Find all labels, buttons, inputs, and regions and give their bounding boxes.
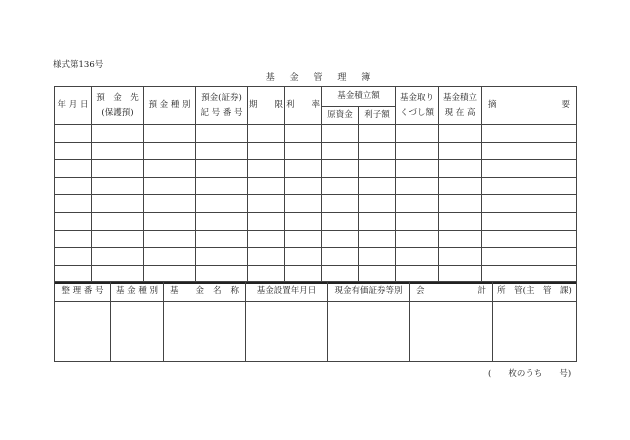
header-withdrawal-line2: くづし額 xyxy=(400,107,435,118)
ledger-cell[interactable] xyxy=(439,125,482,143)
ledger-cell[interactable] xyxy=(248,142,285,160)
header-date: 年 月 日 xyxy=(55,87,92,125)
ledger-cell[interactable] xyxy=(285,230,322,248)
ledger-cell[interactable] xyxy=(359,125,396,143)
header-interest: 利子額 xyxy=(359,107,396,125)
ledger-cell[interactable] xyxy=(359,212,396,230)
management-number-cell[interactable] xyxy=(55,302,111,362)
summary-input-row xyxy=(55,302,577,362)
header-fund-type: 基 金 種 別 xyxy=(111,282,164,302)
securities-type-cell[interactable] xyxy=(328,302,410,362)
ledger-cell[interactable] xyxy=(55,160,92,178)
ledger-row xyxy=(55,212,577,230)
ledger-cell[interactable] xyxy=(322,230,359,248)
header-depositee-line2: (保護預) xyxy=(101,107,134,118)
header-fund-name-mid: 名 xyxy=(212,286,222,297)
ledger-cell[interactable] xyxy=(92,195,144,213)
ledger-cell[interactable] xyxy=(322,195,359,213)
ledger-cell[interactable] xyxy=(359,142,396,160)
ledger-cell[interactable] xyxy=(482,160,577,178)
header-remarks-left: 摘 xyxy=(488,100,497,111)
ledger-cell[interactable] xyxy=(92,177,144,195)
ledger-cell[interactable] xyxy=(248,212,285,230)
ledger-row xyxy=(55,230,577,248)
ledger-row xyxy=(55,248,577,266)
ledger-cell[interactable] xyxy=(248,195,285,213)
ledger-cell[interactable] xyxy=(196,230,248,248)
ledger-cell[interactable] xyxy=(92,230,144,248)
ledger-cell[interactable] xyxy=(196,142,248,160)
established-date-cell[interactable] xyxy=(246,302,328,362)
ledger-cell[interactable] xyxy=(248,230,285,248)
ledger-cell[interactable] xyxy=(285,248,322,266)
header-balance xyxy=(439,87,482,125)
ledger-cell[interactable] xyxy=(144,230,196,248)
ledger-body xyxy=(55,125,577,283)
ledger-cell[interactable] xyxy=(144,125,196,143)
ledger-cell[interactable] xyxy=(322,125,359,143)
ledger-cell[interactable] xyxy=(482,248,577,266)
header-withdrawal-line1: 基金取り xyxy=(400,93,435,104)
ledger-cell[interactable] xyxy=(396,212,439,230)
ledger-cell[interactable] xyxy=(396,195,439,213)
header-securities-type: 現金有価証券等別 xyxy=(328,282,410,302)
ledger-cell[interactable] xyxy=(144,212,196,230)
header-deposit-number-line2: 記 号 番 号 xyxy=(200,107,243,118)
jurisdiction-cell[interactable] xyxy=(493,302,577,362)
ledger-cell[interactable] xyxy=(396,160,439,178)
ledger-cell[interactable] xyxy=(285,125,322,143)
header-deposit-number xyxy=(196,87,248,125)
ledger-row xyxy=(55,195,577,213)
ledger-cell[interactable] xyxy=(482,230,577,248)
header-deposit-number-line1: 預金(証券) xyxy=(201,93,242,104)
ledger-cell[interactable] xyxy=(196,212,248,230)
ledger-cell[interactable] xyxy=(55,177,92,195)
ledger-cell[interactable] xyxy=(439,160,482,178)
ledger-cell[interactable] xyxy=(396,177,439,195)
ledger-cell[interactable] xyxy=(196,160,248,178)
header-withdrawal xyxy=(396,87,439,125)
ledger-cell[interactable] xyxy=(196,195,248,213)
ledger-cell[interactable] xyxy=(439,177,482,195)
ledger-row xyxy=(55,125,577,143)
header-total-right: 計 xyxy=(477,286,486,297)
header-principal: 原資金 xyxy=(322,107,359,125)
form-title: 基 金 管 理 簿 xyxy=(265,73,377,83)
header-fund-name-right: 称 xyxy=(230,286,239,297)
header-rate: 利 率 xyxy=(285,87,322,125)
ledger-cell[interactable] xyxy=(396,230,439,248)
ledger-cell[interactable] xyxy=(285,212,322,230)
ledger-cell[interactable] xyxy=(144,195,196,213)
ledger-cell[interactable] xyxy=(92,125,144,143)
fund-type-cell[interactable] xyxy=(111,302,164,362)
ledger-cell[interactable] xyxy=(482,125,577,143)
ledger-cell[interactable] xyxy=(396,142,439,160)
ledger-cell[interactable] xyxy=(285,177,322,195)
ledger-cell[interactable] xyxy=(439,230,482,248)
header-depositee xyxy=(92,87,144,125)
header-fund-name-left: 基 金 xyxy=(170,286,205,297)
ledger-cell[interactable] xyxy=(322,248,359,266)
ledger-cell[interactable] xyxy=(248,125,285,143)
ledger-cell[interactable] xyxy=(248,248,285,266)
ledger-cell[interactable] xyxy=(359,160,396,178)
ledger-cell[interactable] xyxy=(439,248,482,266)
header-accumulation: 基金積立額 xyxy=(322,87,396,107)
ledger-cell[interactable] xyxy=(322,160,359,178)
header-remarks-right: 要 xyxy=(561,100,571,111)
ledger-cell[interactable] xyxy=(196,125,248,143)
ledger-cell[interactable] xyxy=(359,248,396,266)
header-total-left: 会 xyxy=(416,286,425,297)
fund-ledger-table xyxy=(54,86,577,284)
fund-summary-table xyxy=(54,281,577,362)
header-remarks xyxy=(482,87,577,125)
header-balance-line2: 現 在 高 xyxy=(444,107,476,118)
ledger-cell[interactable] xyxy=(285,142,322,160)
ledger-cell[interactable] xyxy=(482,177,577,195)
ledger-cell[interactable] xyxy=(482,142,577,160)
ledger-cell[interactable] xyxy=(92,142,144,160)
ledger-cell[interactable] xyxy=(55,248,92,266)
header-depositee-line1: 預 金 先 xyxy=(96,93,139,104)
ledger-cell[interactable] xyxy=(322,212,359,230)
header-management-number: 整 理 番 号 xyxy=(55,282,111,302)
ledger-cell[interactable] xyxy=(359,177,396,195)
ledger-row xyxy=(55,177,577,195)
ledger-cell[interactable] xyxy=(55,142,92,160)
form-number: 様式第136号 xyxy=(53,60,104,70)
ledger-cell[interactable] xyxy=(396,248,439,266)
ledger-cell[interactable] xyxy=(359,230,396,248)
ledger-cell[interactable] xyxy=(55,195,92,213)
header-deposit-type: 預 金 種 別 xyxy=(144,87,196,125)
ledger-cell[interactable] xyxy=(482,212,577,230)
ledger-cell[interactable] xyxy=(322,142,359,160)
ledger-cell[interactable] xyxy=(55,125,92,143)
ledger-cell[interactable] xyxy=(92,212,144,230)
header-established-date: 基金設置年月日 xyxy=(246,282,328,302)
ledger-cell[interactable] xyxy=(482,195,577,213)
ledger-cell[interactable] xyxy=(248,160,285,178)
ledger-row xyxy=(55,160,577,178)
ledger-cell[interactable] xyxy=(144,177,196,195)
ledger-cell[interactable] xyxy=(285,195,322,213)
header-balance-line1: 基金積立 xyxy=(443,93,478,104)
ledger-cell[interactable] xyxy=(439,142,482,160)
header-fund-name xyxy=(164,282,246,302)
header-jurisdiction: 所 管(主 管 課) xyxy=(493,282,577,302)
ledger-cell[interactable] xyxy=(144,160,196,178)
ledger-cell[interactable] xyxy=(144,142,196,160)
ledger-cell[interactable] xyxy=(396,125,439,143)
ledger-cell[interactable] xyxy=(92,160,144,178)
ledger-cell[interactable] xyxy=(359,195,396,213)
total-cell[interactable] xyxy=(410,302,493,362)
sheet-number-note: ( 枚のうち 号) xyxy=(488,369,572,379)
ledger-row xyxy=(55,142,577,160)
ledger-cell[interactable] xyxy=(322,177,359,195)
ledger-cell[interactable] xyxy=(55,212,92,230)
ledger-cell[interactable] xyxy=(55,230,92,248)
header-term: 期 限 xyxy=(248,87,285,125)
fund-name-cell[interactable] xyxy=(164,302,246,362)
ledger-cell[interactable] xyxy=(285,160,322,178)
ledger-cell[interactable] xyxy=(248,177,285,195)
ledger-cell[interactable] xyxy=(439,195,482,213)
ledger-cell[interactable] xyxy=(439,212,482,230)
header-total xyxy=(410,282,493,302)
ledger-cell[interactable] xyxy=(144,248,196,266)
ledger-cell[interactable] xyxy=(196,248,248,266)
ledger-cell[interactable] xyxy=(92,248,144,266)
ledger-cell[interactable] xyxy=(196,177,248,195)
